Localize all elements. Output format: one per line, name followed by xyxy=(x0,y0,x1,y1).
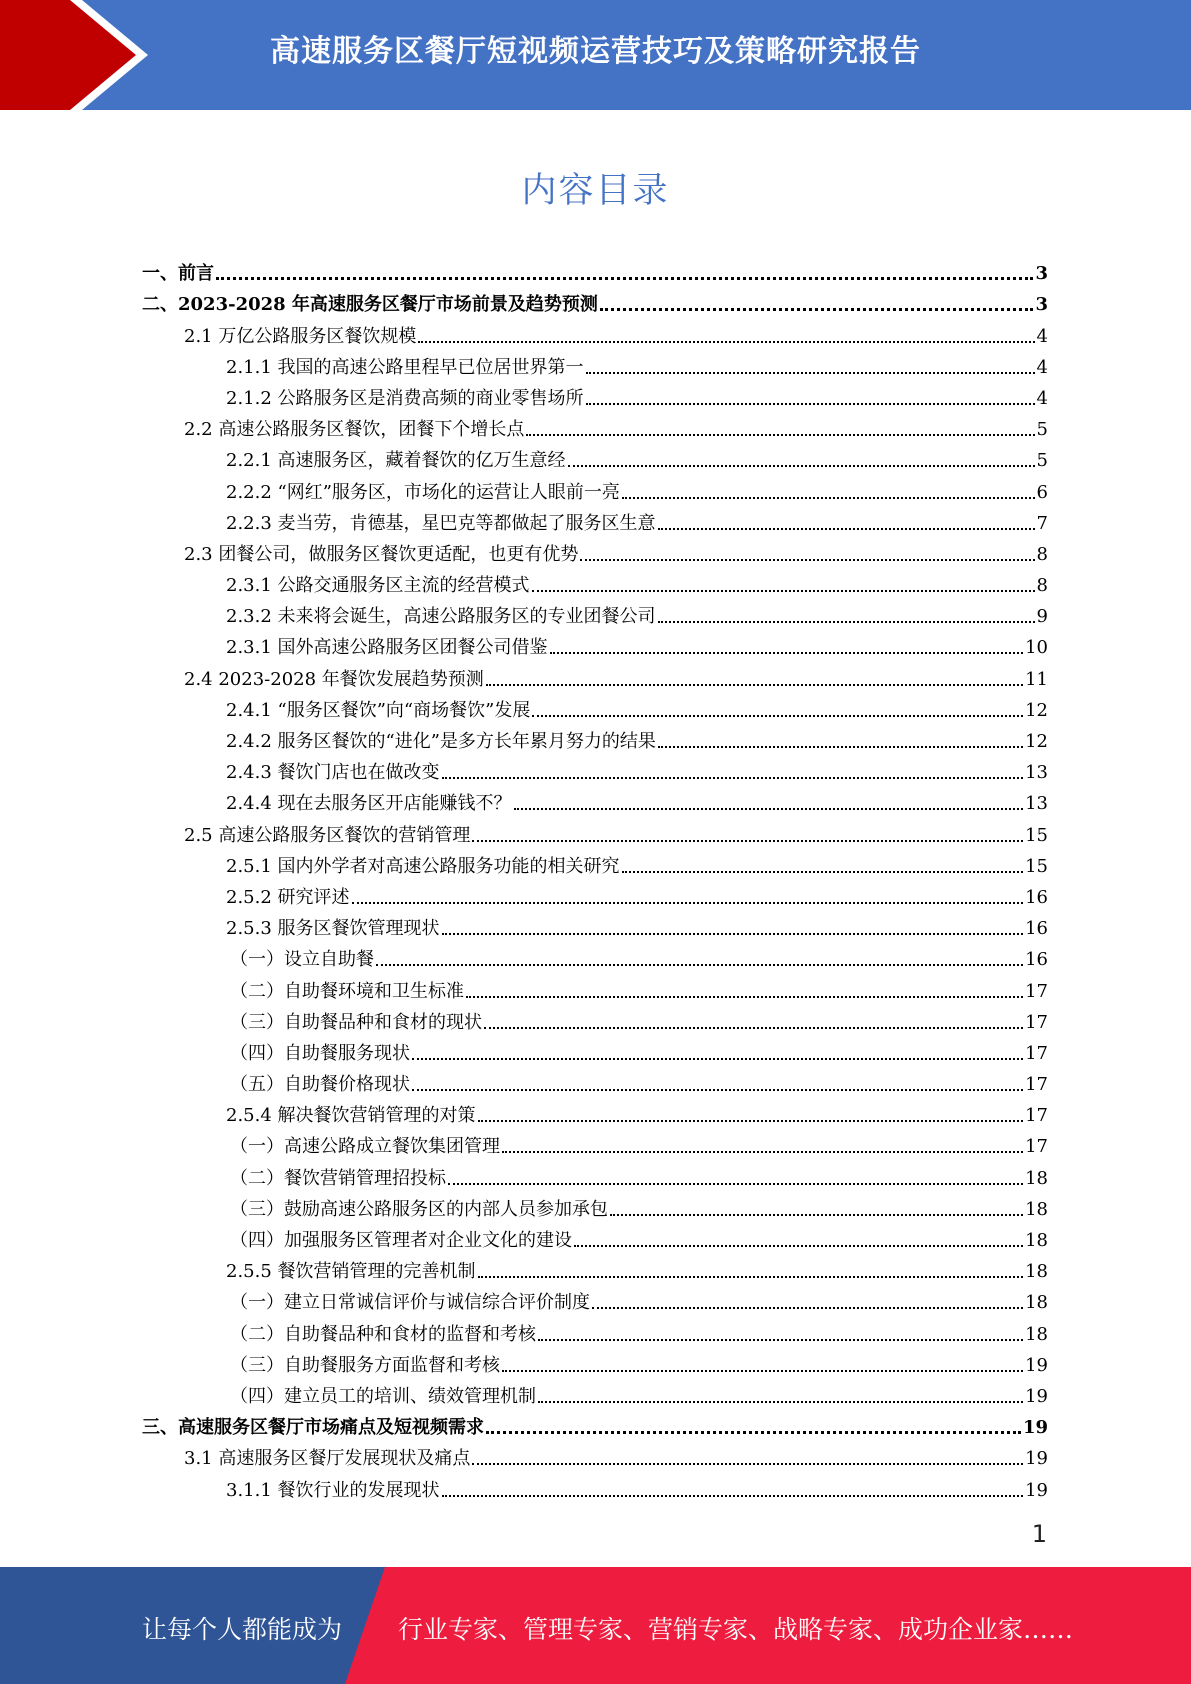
toc-entry-title: （四）加强服务区管理者对企业文化的建设 xyxy=(230,1230,572,1251)
toc-dot-leader xyxy=(418,341,1034,343)
toc-dot-leader xyxy=(412,1058,1023,1060)
toc-entry[interactable] xyxy=(142,1096,1048,1127)
toc-entry-page: 4 xyxy=(1036,356,1048,378)
toc-entry-page: 18 xyxy=(1025,1261,1048,1283)
toc-entry[interactable] xyxy=(142,784,1048,815)
toc-entry-title: （三）自助餐服务方面监督和考核 xyxy=(230,1354,500,1376)
toc-entry-title: 2.5 高速公路服务区餐饮的营销管理 xyxy=(184,824,471,846)
toc-dot-leader xyxy=(412,1089,1023,1091)
toc-entry-page: 19 xyxy=(1025,1479,1048,1501)
toc-entry-page: 19 xyxy=(1025,1354,1048,1376)
toc-entry-title: （一）设立自助餐 xyxy=(230,949,374,971)
toc-entry-title: 2.3.1 国外高速公路服务区团餐公司借鉴 xyxy=(226,637,548,659)
toc-entry-title: （二）自助餐品种和食材的监督和考核 xyxy=(230,1323,536,1345)
toc-entry[interactable] xyxy=(142,815,1048,846)
toc-entry-title: 二、2023-2028 年高速服务区餐厅市场前景及趋势预测 xyxy=(142,294,598,316)
toc-entry-title: 一、前言 xyxy=(142,263,214,285)
toc-dot-leader xyxy=(658,621,1035,623)
toc-entry-page: 13 xyxy=(1025,762,1048,784)
toc-entry[interactable] xyxy=(142,1221,1048,1252)
toc-entry[interactable] xyxy=(142,722,1048,753)
toc-dot-leader xyxy=(472,1463,1023,1465)
toc-dot-leader xyxy=(216,277,1033,280)
toc-entry-page: 19 xyxy=(1022,1417,1048,1439)
toc-entry-page: 18 xyxy=(1025,1323,1048,1345)
toc-entry[interactable] xyxy=(142,753,1048,784)
toc-entry-title: （二）餐饮营销管理招投标 xyxy=(230,1167,446,1189)
toc-dot-leader xyxy=(486,684,1023,686)
toc-entry[interactable] xyxy=(142,1283,1048,1314)
toc-entry[interactable] xyxy=(142,691,1048,722)
toc-entry-page: 17 xyxy=(1025,1074,1048,1096)
toc-entry[interactable] xyxy=(142,1377,1048,1408)
toc-entry-page: 15 xyxy=(1025,824,1048,846)
toc-entry-title: 2.4 2023-2028 年餐饮发展趋势预测 xyxy=(184,668,484,690)
toc-entry[interactable] xyxy=(142,940,1048,971)
toc-entry-title: 2.5.2 研究评述 xyxy=(226,886,350,908)
toc-entry-title: （四）自助餐服务现状 xyxy=(230,1042,410,1064)
toc-dot-leader xyxy=(538,1339,1023,1341)
toc-entry-page: 17 xyxy=(1025,1011,1048,1033)
toc-entry-page: 18 xyxy=(1025,1167,1048,1189)
toc-entry-page: 19 xyxy=(1025,1448,1048,1470)
toc-dot-leader xyxy=(538,1401,1023,1403)
toc-heading: 内容目录 xyxy=(521,171,670,211)
toc-entry[interactable] xyxy=(142,535,1048,566)
toc-dot-leader xyxy=(580,559,1034,561)
footer-slogan-left: 让每个人都能成为 xyxy=(142,1615,343,1644)
toc-entry-title: 2.4.3 餐饮门店也在做改变 xyxy=(226,762,440,784)
toc-entry-title: （二）自助餐环境和卫生标准 xyxy=(230,980,464,1002)
toc-entry-page: 18 xyxy=(1025,1292,1048,1314)
toc-entry-title: 三、高速服务区餐厅市场痛点及短视频需求 xyxy=(142,1417,484,1439)
toc-entry[interactable] xyxy=(142,472,1048,503)
toc-entry-page: 4 xyxy=(1036,387,1048,409)
page-header xyxy=(0,0,1191,110)
toc-entry-page: 5 xyxy=(1036,450,1048,472)
toc-dot-leader xyxy=(514,808,1024,810)
toc-entry[interactable] xyxy=(142,971,1048,1002)
toc-dot-leader xyxy=(658,528,1035,530)
toc-entry[interactable] xyxy=(142,348,1048,379)
toc-dot-leader xyxy=(586,403,1035,405)
toc-entry[interactable] xyxy=(142,628,1048,659)
toc-entry[interactable] xyxy=(142,1252,1048,1283)
toc-entry-title: 2.1 万亿公路服务区餐饮规模 xyxy=(184,325,417,347)
toc-dot-leader xyxy=(502,1151,1023,1153)
toc-entry[interactable] xyxy=(142,441,1048,472)
toc-entry-page: 6 xyxy=(1036,481,1048,503)
toc-entry-page: 8 xyxy=(1036,543,1048,565)
toc-entry[interactable] xyxy=(142,1003,1048,1034)
toc-entry-page: 3 xyxy=(1035,263,1048,285)
toc-entry-page: 8 xyxy=(1036,575,1048,597)
toc-entry[interactable] xyxy=(142,410,1048,441)
toc-entry[interactable] xyxy=(142,1158,1048,1189)
toc-entry-page: 17 xyxy=(1025,1136,1048,1158)
toc-entry[interactable] xyxy=(142,1190,1048,1221)
toc-entry-page: 10 xyxy=(1025,637,1048,659)
toc-entry-title: 2.2.3 麦当劳，肯德基，星巴克等都做起了服务区生意 xyxy=(226,512,656,534)
toc-entry-title: （四）建立员工的培训、绩效管理机制 xyxy=(230,1385,536,1407)
toc-dot-leader xyxy=(550,652,1024,654)
toc-entry[interactable] xyxy=(142,659,1048,690)
toc-entry-page: 16 xyxy=(1025,886,1048,908)
toc-entry[interactable] xyxy=(142,504,1048,535)
toc-entry-page: 17 xyxy=(1025,1105,1048,1127)
toc-entry-title: 2.2.2 “网红”服务区，市场化的运营让人眼前一亮 xyxy=(226,481,620,503)
toc-entry[interactable] xyxy=(142,316,1048,347)
toc-dot-leader xyxy=(478,1276,1024,1278)
toc-entry-title: 2.1.1 我国的高速公路里程早已位居世界第一 xyxy=(226,356,584,378)
toc-entry-title: 2.5.1 国内外学者对高速公路服务功能的相关研究 xyxy=(226,855,620,877)
toc-entry-title: 2.5.3 服务区餐饮管理现状 xyxy=(226,918,440,940)
toc-entry-page: 17 xyxy=(1025,980,1048,1002)
toc-entry-title: （三）自助餐品种和食材的现状 xyxy=(230,1011,482,1033)
toc-dot-leader xyxy=(376,964,1023,966)
toc-dot-leader xyxy=(484,1027,1023,1029)
toc-entry[interactable] xyxy=(142,909,1048,940)
toc-entry-title: 2.5.4 解决餐饮营销管理的对策 xyxy=(226,1105,476,1127)
toc-entry-title: 3.1.1 餐饮行业的发展现状 xyxy=(226,1479,440,1501)
toc-entry-page: 19 xyxy=(1025,1385,1048,1407)
toc-entry[interactable] xyxy=(142,1346,1048,1377)
toc-dot-leader xyxy=(600,308,1034,311)
toc-entry-title: （三）鼓励高速公路服务区的内部人员参加承包 xyxy=(230,1198,608,1220)
toc-entry-title: 2.1.2 公路服务区是消费高频的商业零售场所 xyxy=(226,387,584,409)
toc-dot-leader xyxy=(442,1495,1024,1497)
toc-dot-leader xyxy=(442,777,1024,779)
toc-dot-leader xyxy=(486,1431,1021,1434)
toc-entry[interactable] xyxy=(142,1470,1048,1501)
toc-entry[interactable] xyxy=(142,878,1048,909)
toc-dot-leader xyxy=(526,434,1034,436)
toc-entry-title: （一）建立日常诚信评价与诚信综合评价制度 xyxy=(230,1292,590,1314)
toc-dot-leader xyxy=(352,902,1024,904)
toc-dot-leader xyxy=(622,871,1024,873)
toc-entry[interactable] xyxy=(142,1127,1048,1158)
toc-entry[interactable] xyxy=(142,1314,1048,1345)
toc-entry[interactable] xyxy=(142,847,1048,878)
toc-entry-title: （五）自助餐价格现状 xyxy=(230,1074,410,1096)
toc-entry[interactable] xyxy=(142,1408,1048,1439)
toc-dot-leader xyxy=(592,1307,1023,1309)
toc-dot-leader xyxy=(574,1245,1023,1247)
toc-entry-title: 2.3 团餐公司，做服务区餐饮更适配，也更有优势 xyxy=(184,543,579,565)
toc-entry[interactable] xyxy=(142,379,1048,410)
toc-entry-page: 11 xyxy=(1025,668,1048,690)
toc-dot-leader xyxy=(478,1120,1024,1122)
toc-entry-title: 2.4.4 现在去服务区开店能赚钱不？ xyxy=(226,793,512,815)
toc-dot-leader xyxy=(568,465,1035,467)
toc-entry-page: 15 xyxy=(1025,855,1048,877)
toc-dot-leader xyxy=(532,590,1035,592)
toc-dot-leader xyxy=(466,996,1023,998)
toc-entry[interactable] xyxy=(142,1439,1048,1470)
report-title: 高速服务区餐厅短视频运营技巧及策略研究报告 xyxy=(270,34,921,69)
toc-entry-page: 4 xyxy=(1036,325,1048,347)
table-of-contents xyxy=(142,254,1048,1502)
toc-entry-title: （一）高速公路成立餐饮集团管理 xyxy=(230,1136,500,1158)
toc-entry-page: 12 xyxy=(1025,731,1048,752)
toc-dot-leader xyxy=(442,933,1024,935)
toc-dot-leader xyxy=(472,840,1023,842)
toc-entry-title: 2.2 高速公路服务区餐饮，团餐下个增长点 xyxy=(184,419,525,441)
toc-entry[interactable] xyxy=(142,1065,1048,1096)
page-number: 1 xyxy=(1031,1520,1047,1548)
toc-entry-page: 9 xyxy=(1036,606,1048,628)
toc-entry[interactable] xyxy=(142,254,1048,285)
toc-entry-page: 18 xyxy=(1025,1230,1048,1251)
toc-entry-page: 12 xyxy=(1025,699,1048,721)
toc-entry[interactable] xyxy=(142,566,1048,597)
toc-dot-leader xyxy=(610,1214,1023,1216)
toc-dot-leader xyxy=(532,715,1023,717)
toc-entry-title: 2.2.1 高速服务区，藏着餐饮的亿万生意经 xyxy=(226,450,566,472)
toc-entry-page: 7 xyxy=(1036,512,1048,534)
toc-entry-page: 16 xyxy=(1025,918,1048,940)
toc-entry-title: 2.4.1 “服务区餐饮”向“商场餐饮”发展 xyxy=(226,699,531,721)
footer-slogan-right: 行业专家、管理专家、营销专家、战略专家、成功企业家…… xyxy=(398,1615,1074,1644)
toc-entry-page: 16 xyxy=(1025,949,1048,971)
toc-entry-page: 3 xyxy=(1035,294,1048,316)
toc-entry-page: 5 xyxy=(1036,419,1048,441)
toc-entry-title: 2.5.5 餐饮营销管理的完善机制 xyxy=(226,1261,476,1283)
toc-entry-title: 3.1 高速服务区餐厅发展现状及痛点 xyxy=(184,1448,471,1470)
toc-entry[interactable] xyxy=(142,285,1048,316)
toc-entry-page: 18 xyxy=(1025,1198,1048,1220)
toc-entry-title: 2.4.2 服务区餐饮的“进化”是多方长年累月努力的结果 xyxy=(226,731,656,752)
toc-dot-leader xyxy=(448,1183,1023,1185)
toc-dot-leader xyxy=(658,746,1023,748)
toc-entry-title: 2.3.1 公路交通服务区主流的经营模式 xyxy=(226,575,530,597)
toc-dot-leader xyxy=(622,497,1035,499)
toc-dot-leader xyxy=(586,372,1035,374)
page-footer xyxy=(0,1567,1191,1684)
toc-entry[interactable] xyxy=(142,597,1048,628)
toc-entry-title: 2.3.2 未来将会诞生，高速公路服务区的专业团餐公司 xyxy=(226,606,656,628)
toc-entry[interactable] xyxy=(142,1034,1048,1065)
toc-entry-page: 13 xyxy=(1025,793,1048,815)
toc-entry-page: 17 xyxy=(1025,1042,1048,1064)
toc-dot-leader xyxy=(502,1370,1023,1372)
